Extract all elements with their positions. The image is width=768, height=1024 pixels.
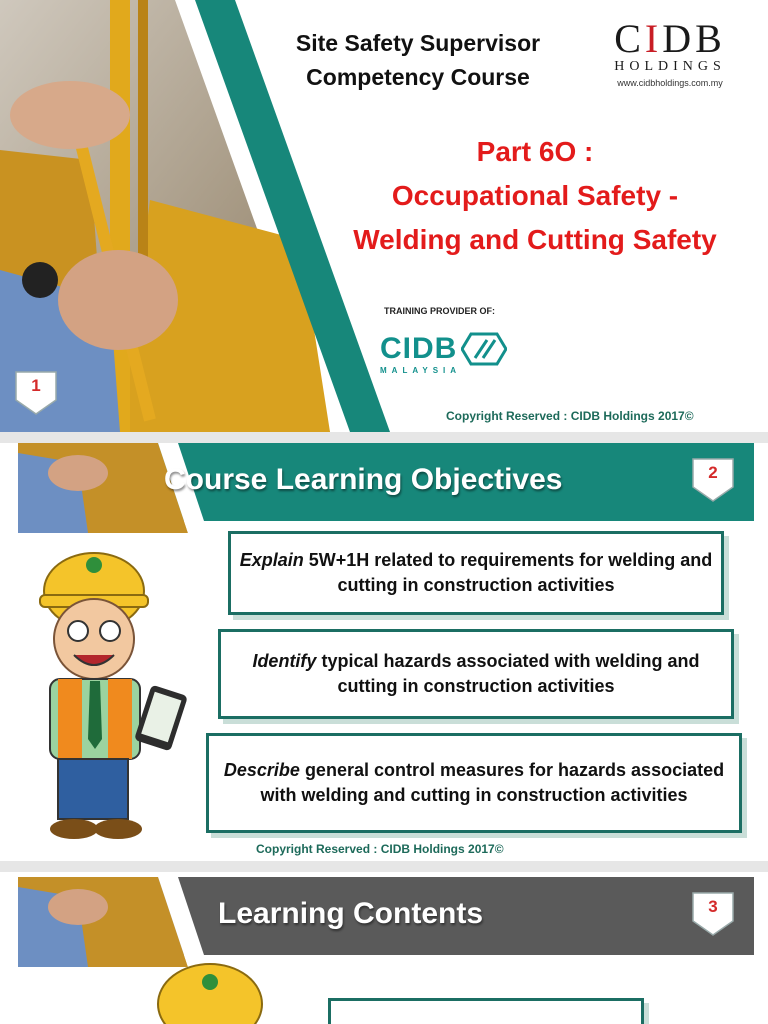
slide-header <box>18 877 754 967</box>
cidb-hexagon-icon <box>461 332 507 366</box>
slide-number-badge <box>691 891 735 937</box>
safety-worker-mascot <box>22 539 202 849</box>
slide-number-badge <box>691 457 735 503</box>
logo-holdings-text: HOLDINGS <box>614 59 726 74</box>
objectives-slide <box>0 443 768 861</box>
logo-letter-i: I <box>644 16 663 61</box>
objective-verb: Explain <box>239 550 304 570</box>
logo-url: www.cidbholdings.com.my <box>617 78 723 88</box>
title-slide <box>0 0 768 432</box>
objective-card-3 <box>206 733 742 833</box>
safety-worker-mascot <box>150 960 270 1024</box>
objective-text: 5W+1H related to requirements for welding and cutting in construction activities <box>303 550 713 595</box>
objective-verb: Describe <box>223 760 300 780</box>
logo-letter-c: C <box>614 16 645 61</box>
course-title-line-2: Competency Course <box>306 64 530 90</box>
cidb-holdings-logo <box>600 18 740 88</box>
slide-number: 1 <box>31 376 41 395</box>
part-title-line-1: Part 6O : <box>476 136 594 167</box>
part-title-line-3: Welding and Cutting Safety <box>353 224 717 255</box>
copyright-text: Copyright Reserved : CIDB Holdings 2017© <box>256 842 504 856</box>
cidb-malaysia-wordmark: CIDB <box>380 332 458 365</box>
course-title-line-1: Site Safety Supervisor <box>295 30 541 56</box>
copyright-text: Copyright Reserved : CIDB Holdings 2017© <box>446 409 694 423</box>
content-card <box>328 998 644 1024</box>
part-title <box>330 130 740 262</box>
slide-number-badge <box>14 370 58 416</box>
slide-title: Course Learning Objectives <box>164 463 563 496</box>
slide-number: 3 <box>708 897 718 916</box>
cidb-malaysia-logo <box>380 332 507 375</box>
slide-header <box>18 443 754 533</box>
cidb-malaysia-subtext: MALAYSIA <box>380 366 462 375</box>
slide-number: 2 <box>708 463 718 482</box>
objective-text: general control measures for hazards associated with welding and cutting in construction activities <box>260 760 725 805</box>
learning-contents-slide <box>0 872 768 1024</box>
logo-letters-db: DB <box>662 16 726 61</box>
objective-text: typical hazards associated with welding and cutting in construction activities <box>316 651 700 696</box>
slide-title: Learning Contents <box>218 897 484 930</box>
objective-card-1 <box>228 531 724 615</box>
objective-verb: Identify <box>252 651 317 671</box>
course-title <box>268 26 568 94</box>
part-title-line-2: Occupational Safety - <box>391 180 679 211</box>
training-provider-label: TRAINING PROVIDER OF: <box>384 306 496 316</box>
objective-card-2 <box>218 629 734 719</box>
